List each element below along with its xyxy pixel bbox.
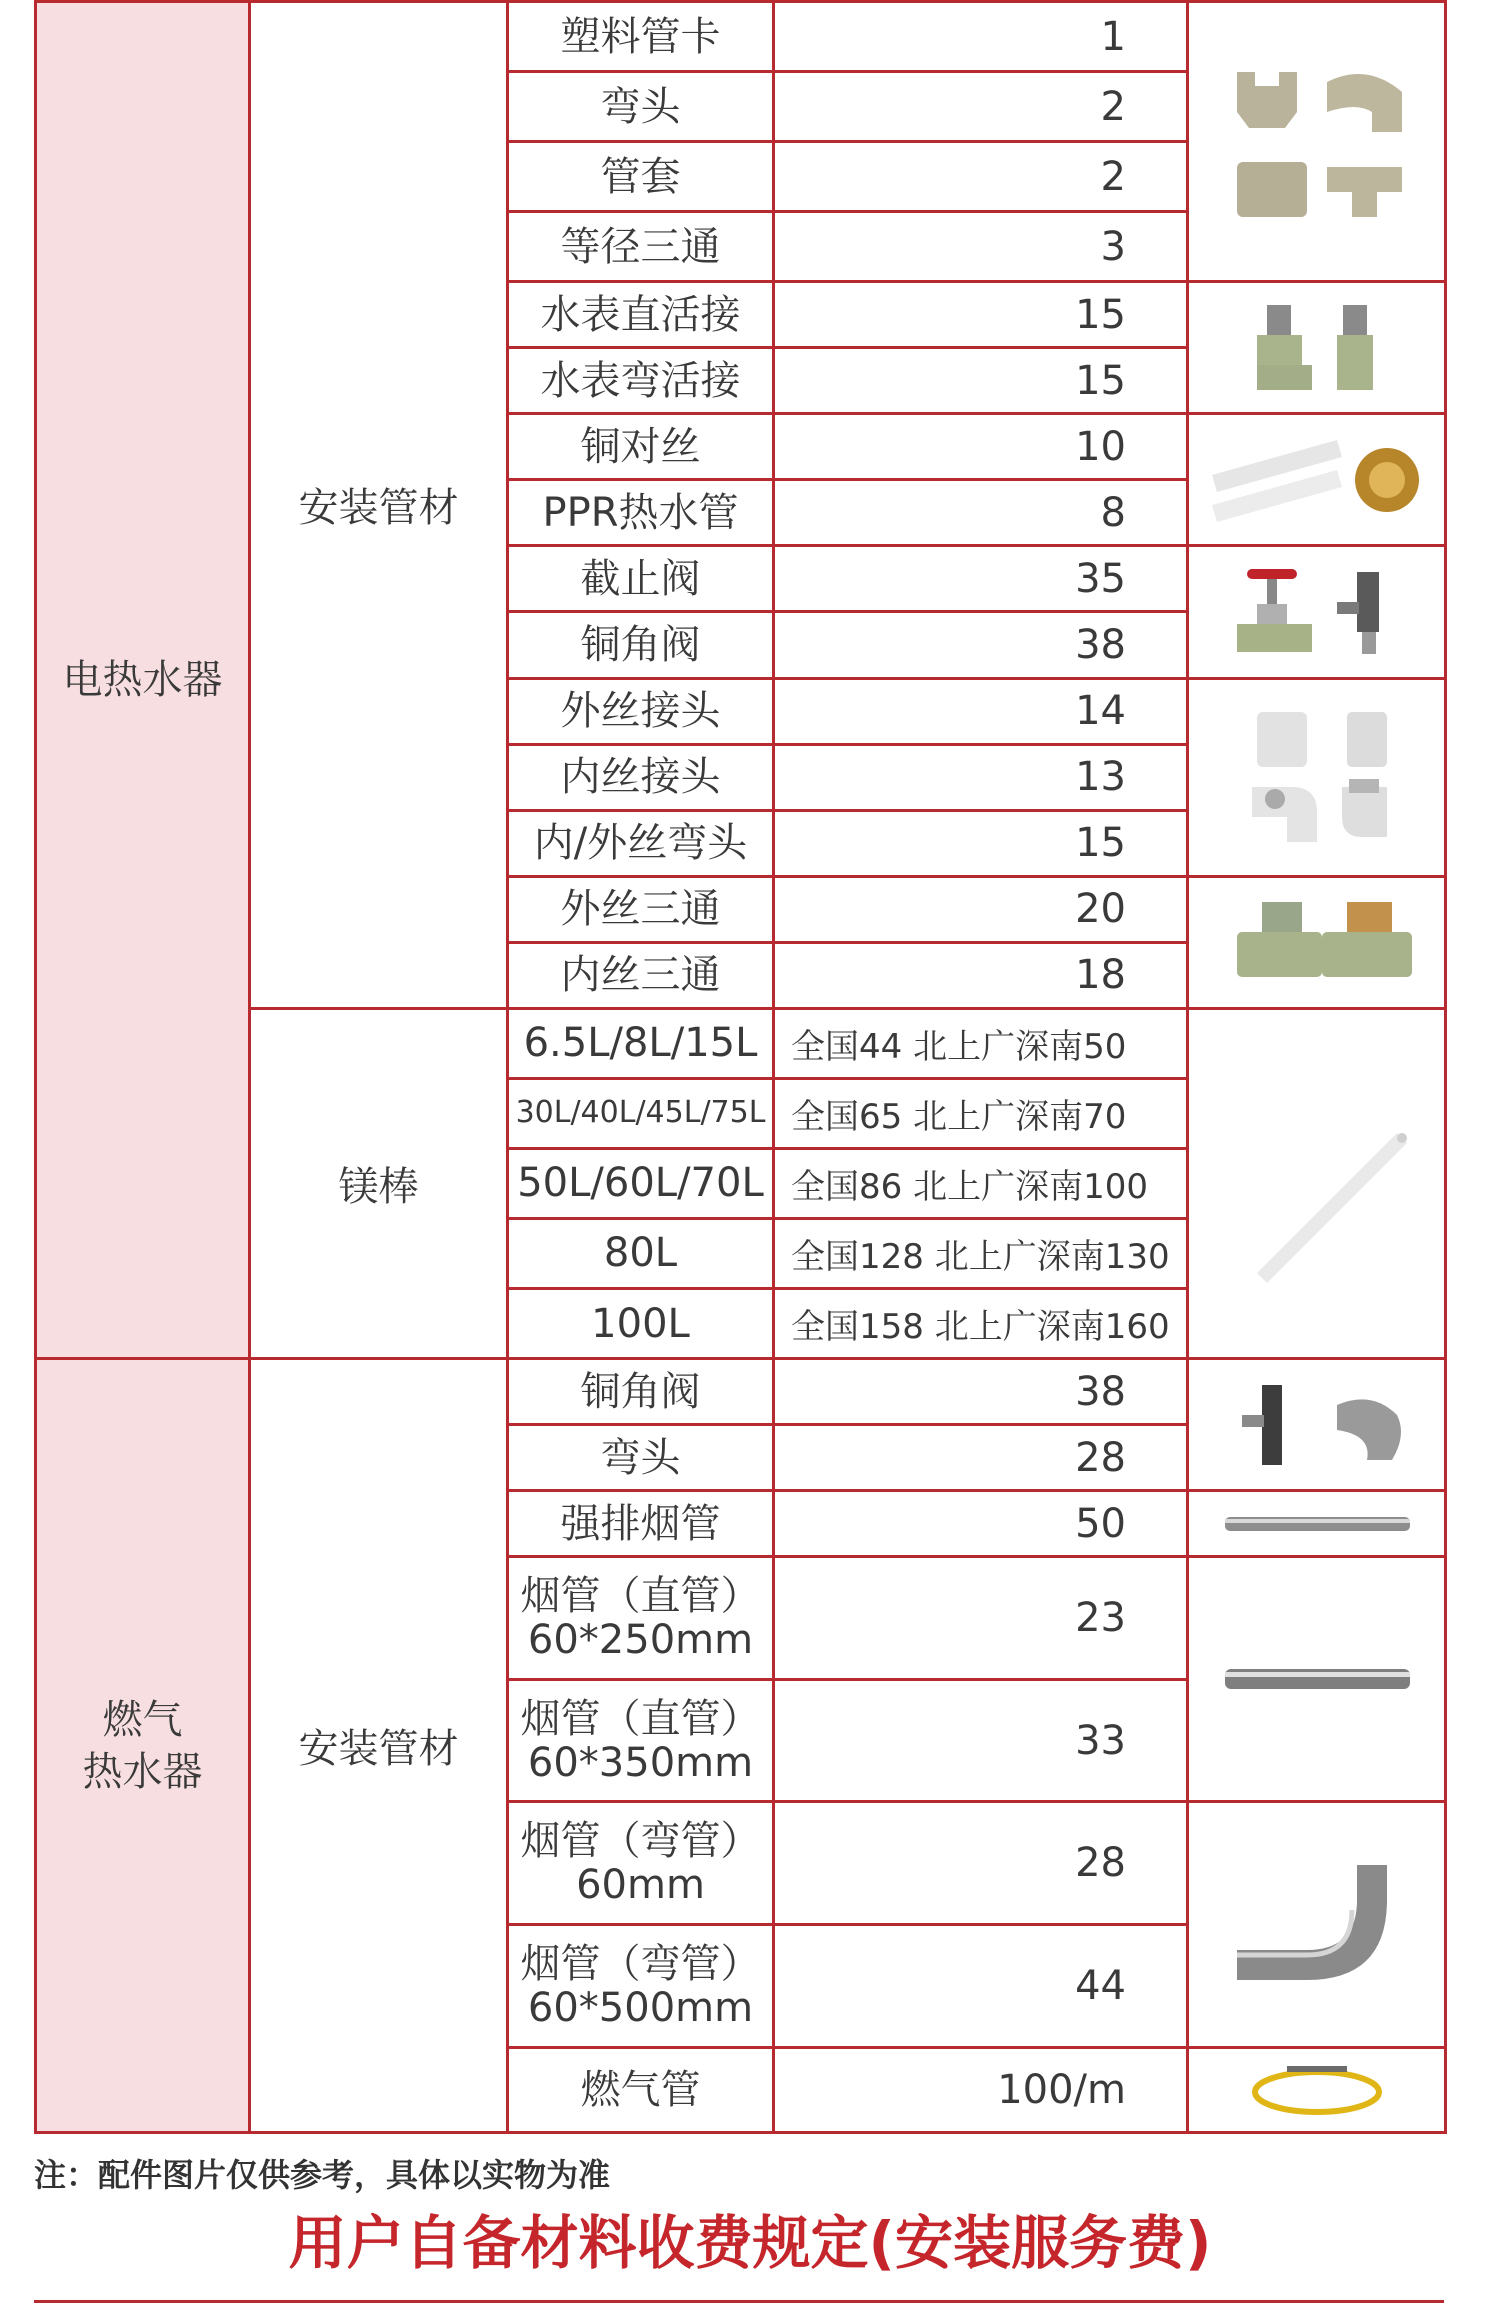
magnesium-price: 全国86 北上广深南100 [774,1148,1188,1218]
pipe-copper-nipple-image [1188,414,1446,546]
category-electric: 电热水器 [36,2,250,1359]
item-price: 35 [774,546,1188,612]
footnote: 注：配件图片仅供参考，具体以实物为准 [34,2156,611,2194]
item-price: 44 [774,1925,1188,2048]
item-name: 外丝三通 [508,876,774,942]
threaded-fittings-image [1188,678,1446,876]
tee-fittings-icon [1217,897,1417,987]
bent-flue-icon [1217,1860,1417,1990]
item-name: 内丝接头 [508,744,774,810]
item-name-line1: 烟管（直管） [520,1695,761,1742]
item-price: 28 [774,1425,1188,1491]
magnesium-price: 全国65 北上广深南70 [774,1078,1188,1148]
exhaust-pipe-icon [1217,1509,1417,1539]
item-name: 水表弯活接 [508,348,774,414]
item-price: 23 [774,1557,1188,1680]
magnesium-price: 全国128 北上广深南130 [774,1218,1188,1288]
item-price: 2 [774,72,1188,142]
item-price: 8 [774,480,1188,546]
item-name-line1: 烟管（弯管） [520,1818,761,1865]
ppr-fittings-icon [1217,52,1417,232]
valves-image [1188,546,1446,678]
item-price: 50 [774,1491,1188,1557]
item-price: 15 [774,348,1188,414]
magnesium-rod-image [1188,1008,1446,1358]
pipe-copper-nipple-icon [1207,435,1427,525]
item-price: 13 [774,744,1188,810]
item-name-line2: 60*350mm [527,1739,754,1786]
item-price: 18 [774,942,1188,1008]
exhaust-pipe-image [1188,1491,1446,1557]
item-name-line2: 60mm [576,1862,705,1909]
item-name: 水表直活接 [508,282,774,348]
item-name: 管套 [508,142,774,212]
gas-hose-image [1188,2047,1446,2132]
angle-valve-elbow-icon [1217,1380,1417,1470]
tee-fittings-image [1188,876,1446,1008]
magnesium-size: 80L [508,1218,774,1288]
item-price: 14 [774,678,1188,744]
item-name-line2: 60*250mm [527,1616,754,1663]
item-name: PPR热水管 [508,480,774,546]
item-name: 塑料管卡 [508,2,774,72]
item-price: 28 [774,1802,1188,1925]
category-gas-line1: 燃气 [102,1696,183,1743]
item-name: 内丝三通 [508,942,774,1008]
magnesium-size: 100L [508,1288,774,1358]
valves-icon [1217,567,1417,657]
item-name-line2: 60*500mm [527,1984,754,2031]
item-price: 10 [774,414,1188,480]
item-price: 20 [774,876,1188,942]
magnesium-size: 50L/60L/70L [508,1148,774,1218]
straight-flue-icon [1217,1659,1417,1699]
ppr-fittings-image [1188,2,1446,282]
item-price: 38 [774,1359,1188,1425]
bent-flue-image [1188,1802,1446,2047]
item-price: 38 [774,612,1188,678]
item-name: 内/外丝弯头 [508,810,774,876]
straight-flue-image [1188,1557,1446,1802]
item-name: 铜角阀 [508,1359,774,1425]
subcategory-magnesium: 镁棒 [250,1008,508,1358]
item-name: 截止阀 [508,546,774,612]
item-price: 33 [774,1679,1188,1802]
item-name: 铜角阀 [508,612,774,678]
item-name [508,1679,774,1802]
item-name: 燃气管 [508,2047,774,2132]
item-price: 3 [774,212,1188,282]
item-name-line1: 烟管（直管） [520,1572,761,1619]
item-name: 等径三通 [508,212,774,282]
item-name [508,1925,774,2048]
item-name-line1: 烟管（弯管） [520,1940,761,1987]
union-fittings-icon [1217,303,1417,393]
item-price: 100/m [774,2047,1188,2132]
item-price: 1 [774,2,1188,72]
category-gas [36,1359,250,2133]
item-name [508,1802,774,1925]
item-price: 15 [774,282,1188,348]
item-name: 弯头 [508,1425,774,1491]
category-gas-line2: 热水器 [82,1748,203,1795]
gas-hose-icon [1217,2060,1417,2120]
item-name: 强排烟管 [508,1491,774,1557]
item-name: 外丝接头 [508,678,774,744]
magnesium-size: 6.5L/8L/15L [508,1008,774,1078]
item-price: 15 [774,810,1188,876]
section-headline: 用户自备材料收费规定(安装服务费) [288,2209,1212,2277]
item-name: 铜对丝 [508,414,774,480]
divider [34,2300,1444,2303]
magnesium-price: 全国44 北上广深南50 [774,1008,1188,1078]
item-price: 2 [774,142,1188,212]
item-name: 弯头 [508,72,774,142]
threaded-fittings-icon [1217,707,1417,847]
item-name [508,1557,774,1680]
magnesium-rod-icon [1217,1073,1417,1293]
subcategory-electric-pipe: 安装管材 [250,2,508,1009]
angle-valve-elbow-image [1188,1359,1446,1491]
magnesium-size: 30L/40L/45L/75L [508,1078,774,1148]
magnesium-price: 全国158 北上广深南160 [774,1288,1188,1358]
subcategory-gas-pipe: 安装管材 [250,1359,508,2133]
union-fittings-image [1188,282,1446,414]
pricing-table [34,0,1447,2134]
